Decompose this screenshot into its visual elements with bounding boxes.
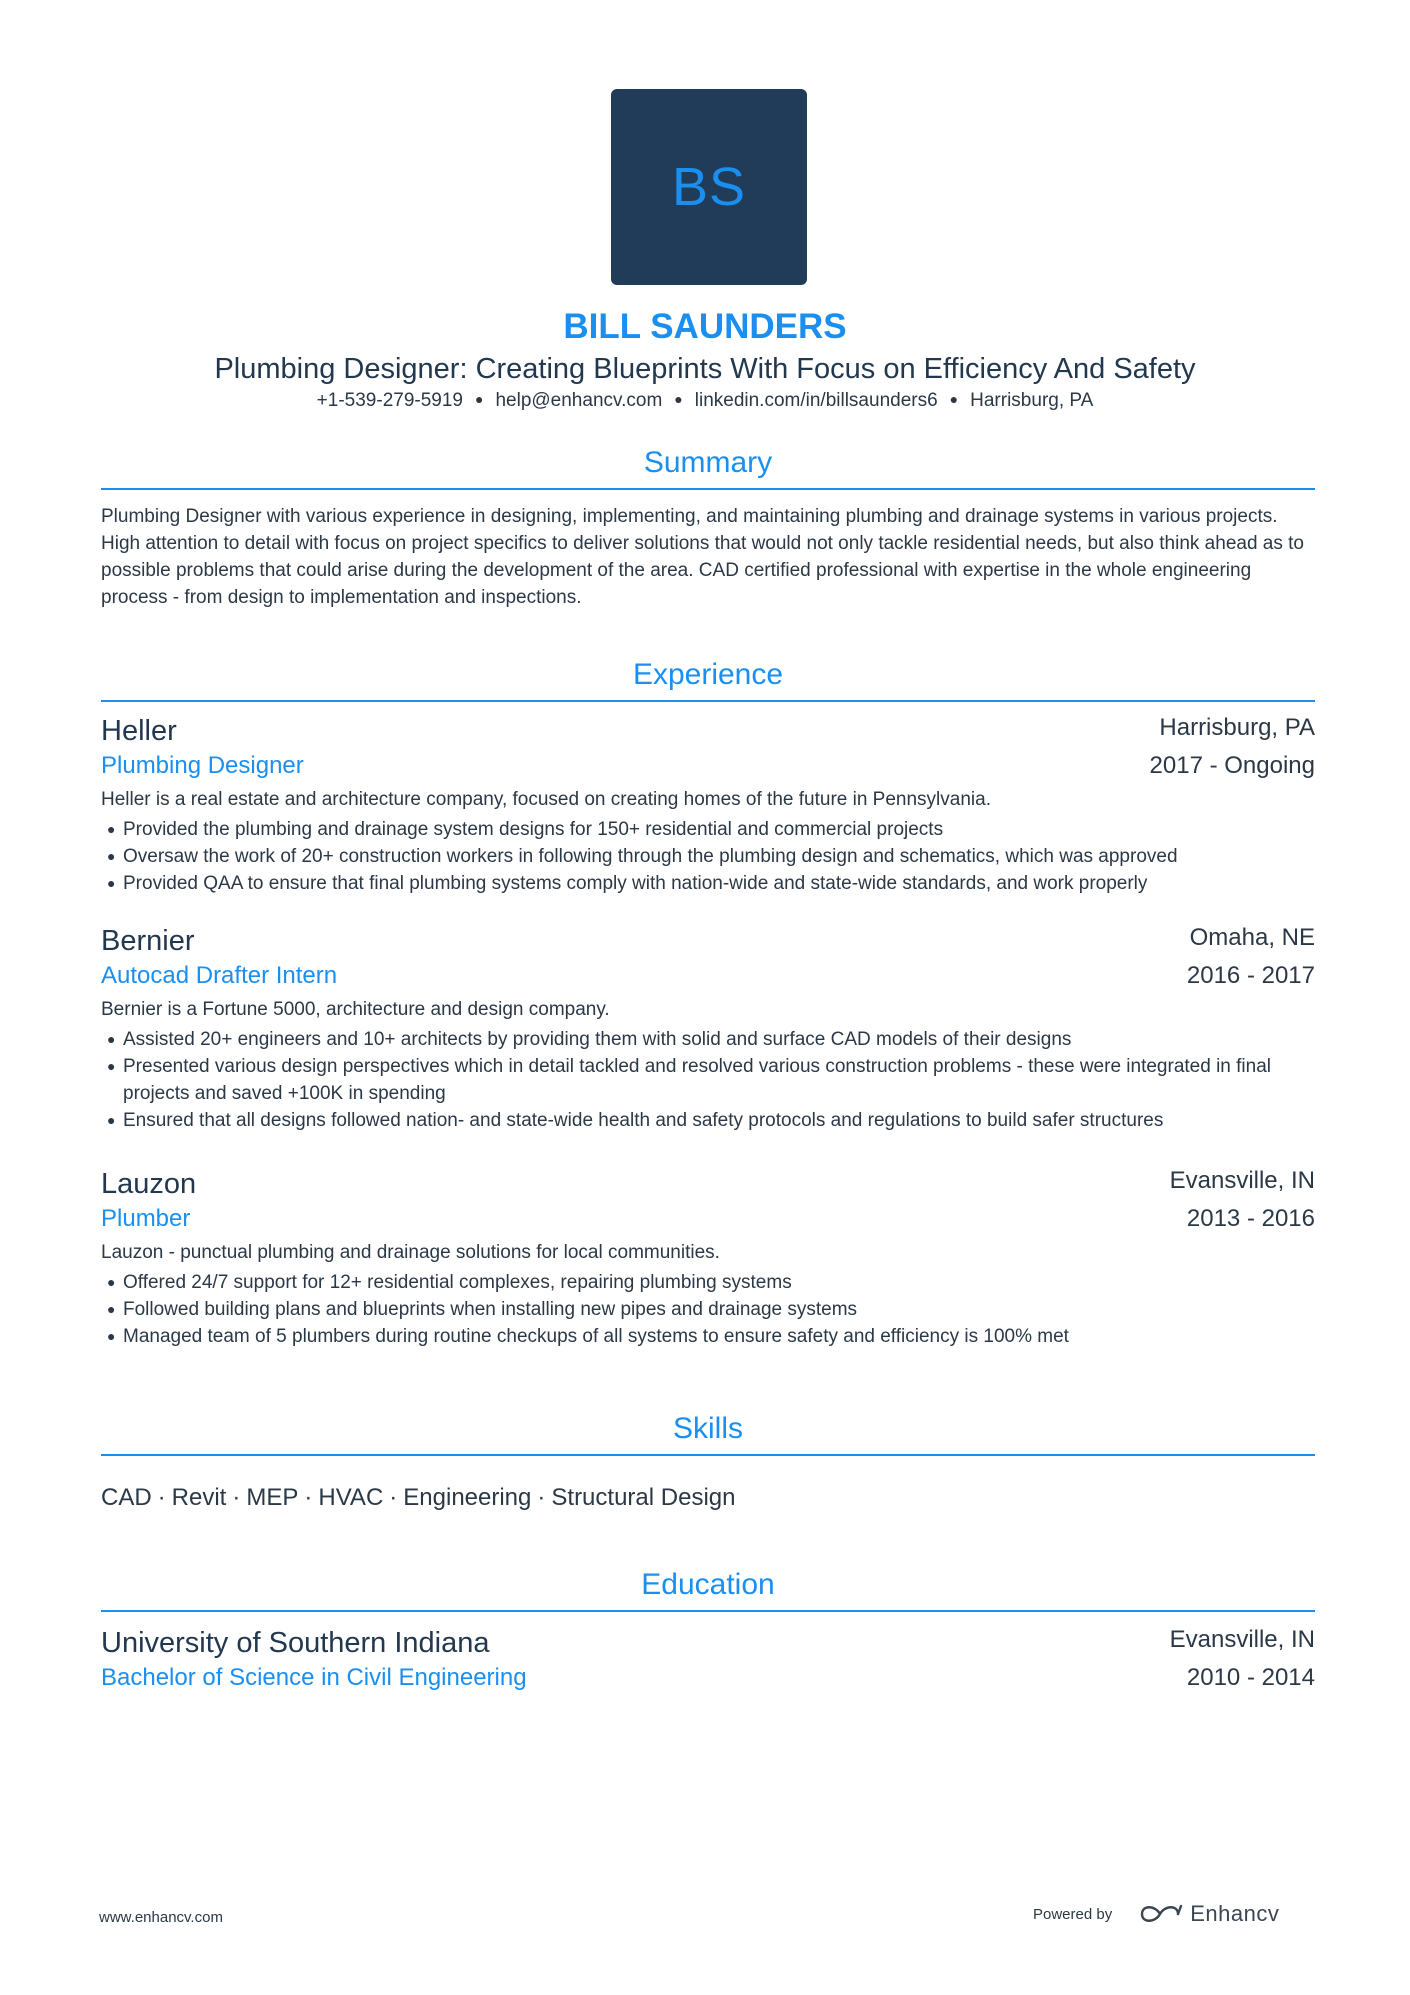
bullet-separator: ● xyxy=(949,391,959,407)
contact-line xyxy=(0,388,1410,414)
skill-item: Engineering xyxy=(403,1484,532,1511)
company-name: Lauzon xyxy=(101,1168,197,1200)
section-divider xyxy=(101,488,1315,490)
skill-separator: · xyxy=(157,1484,166,1511)
brand-name: Enhancv xyxy=(1190,1901,1280,1926)
company-location: Evansville, IN xyxy=(1169,1167,1315,1194)
bullet-list xyxy=(101,1269,1315,1350)
experience-entry xyxy=(101,1165,1315,1350)
summary-text: Plumbing Designer with various experience in designing, implementing, and maintaining plumbing and drainage systems in various projects. High attention to detail with focus on project specifics to deliver solutions that would not only tackle residential needs, but also think ahead as to possible problems that could arise during the development of the area. CAD certified professional with expertise in the whole engineering process - from design to implementation and inspections. xyxy=(101,506,1304,608)
company-name: Heller xyxy=(101,715,177,747)
enhancv-logo-icon xyxy=(1138,1901,1184,1927)
bullet-list xyxy=(101,816,1315,897)
powered-by-label: Powered by xyxy=(1033,1905,1113,1923)
section-title-experience: Experience xyxy=(632,658,784,691)
section-title-summary: Summary xyxy=(643,446,773,479)
skill-item: Structural Design xyxy=(551,1484,736,1511)
skill-item: MEP xyxy=(246,1484,299,1511)
list-item: ● Provided QAA to ensure that final plumbing systems comply with nation-wide and state-wide standards, and work properly xyxy=(107,873,1148,894)
headline: Plumbing Designer: Creating Blueprints With Focus on Efficiency And Safety xyxy=(214,353,1196,385)
list-item: ● Managed team of 5 plumbers during routine checkups of all systems to ensure safety and efficiency is 100% met xyxy=(107,1326,1069,1347)
section-divider xyxy=(101,700,1315,702)
enhancv-logo[interactable] xyxy=(1138,1901,1279,1927)
job-title: Plumber xyxy=(101,1205,191,1232)
list-item: ● Offered 24/7 support for 12+ residential complexes, repairing plumbing systems xyxy=(107,1272,792,1293)
education-dates: 2010 - 2014 xyxy=(1186,1664,1315,1691)
bullet-separator: ● xyxy=(475,391,484,407)
section-title-education: Education xyxy=(641,1568,775,1601)
list-item: ● Provided the plumbing and drainage system designs for 150+ residential and commercial projects xyxy=(107,819,944,840)
school-location: Evansville, IN xyxy=(1169,1626,1315,1653)
footer-branding xyxy=(1033,1901,1279,1927)
list-item: ● Presented various design perspectives which in detail tackled and resolved various construction problems - these were integrated in final projects and saved +100K in spending xyxy=(107,1056,1272,1104)
company-name: Bernier xyxy=(101,925,195,957)
list-item: ● Ensured that all designs followed nation- and state-wide health and safety protocols and regulations to build safer structures xyxy=(107,1110,1164,1131)
job-title: Plumbing Designer xyxy=(101,752,304,779)
experience-entry xyxy=(101,922,1315,1134)
section-divider xyxy=(101,1610,1315,1612)
list-item: ● Followed building plans and blueprints when installing new pipes and drainage systems xyxy=(107,1299,858,1320)
school-name: University of Southern Indiana xyxy=(101,1627,490,1659)
skill-separator: · xyxy=(232,1484,241,1511)
phone: +1-539-279-5919 xyxy=(316,390,463,411)
company-description: Lauzon - punctual plumbing and drainage solutions for local communities. xyxy=(101,1242,720,1263)
bullet-list xyxy=(101,1026,1315,1134)
job-dates: 2013 - 2016 xyxy=(1186,1205,1315,1232)
section-divider xyxy=(101,1454,1315,1456)
skill-item: HVAC xyxy=(318,1484,384,1511)
list-item: ● Assisted 20+ engineers and 10+ architects by providing them with solid and surface CAD models of their designs xyxy=(107,1029,1072,1050)
company-location: Harrisburg, PA xyxy=(1159,714,1315,741)
avatar-initials: BS xyxy=(671,157,747,217)
list-item: ● Oversaw the work of 20+ construction workers in following through the plumbing design and schematics, which was approved xyxy=(107,846,1178,867)
skill-item: CAD xyxy=(101,1484,152,1511)
candidate-name: BILL SAUNDERS xyxy=(563,307,847,346)
education-entry xyxy=(101,1624,1315,1696)
linkedin-link[interactable]: linkedin.com/in/billsaunders6 xyxy=(694,390,938,411)
section-title-skills: Skills xyxy=(672,1412,743,1445)
footer-website-link[interactable]: www.enhancv.com xyxy=(99,1909,223,1926)
avatar xyxy=(611,89,807,285)
skill-item: Revit xyxy=(171,1484,227,1511)
job-title: Autocad Drafter Intern xyxy=(101,962,338,989)
skill-separator: · xyxy=(389,1484,398,1511)
experience-entry xyxy=(101,712,1315,897)
company-location: Omaha, NE xyxy=(1189,924,1315,951)
skills-list xyxy=(101,1482,735,1514)
job-dates: 2017 - Ongoing xyxy=(1149,752,1315,779)
skill-separator: · xyxy=(537,1484,546,1511)
email-link[interactable]: help@enhancv.com xyxy=(495,390,663,411)
bullet-separator: ● xyxy=(674,391,683,407)
skill-separator: · xyxy=(304,1484,313,1511)
job-dates: 2016 - 2017 xyxy=(1186,962,1315,989)
company-description: Bernier is a Fortune 5000, architecture and design company. xyxy=(101,999,610,1020)
degree: Bachelor of Science in Civil Engineering xyxy=(101,1664,527,1691)
location: Harrisburg, PA xyxy=(970,390,1094,411)
company-description: Heller is a real estate and architecture company, focused on creating homes of the future in Pennsylvania. xyxy=(101,789,991,810)
